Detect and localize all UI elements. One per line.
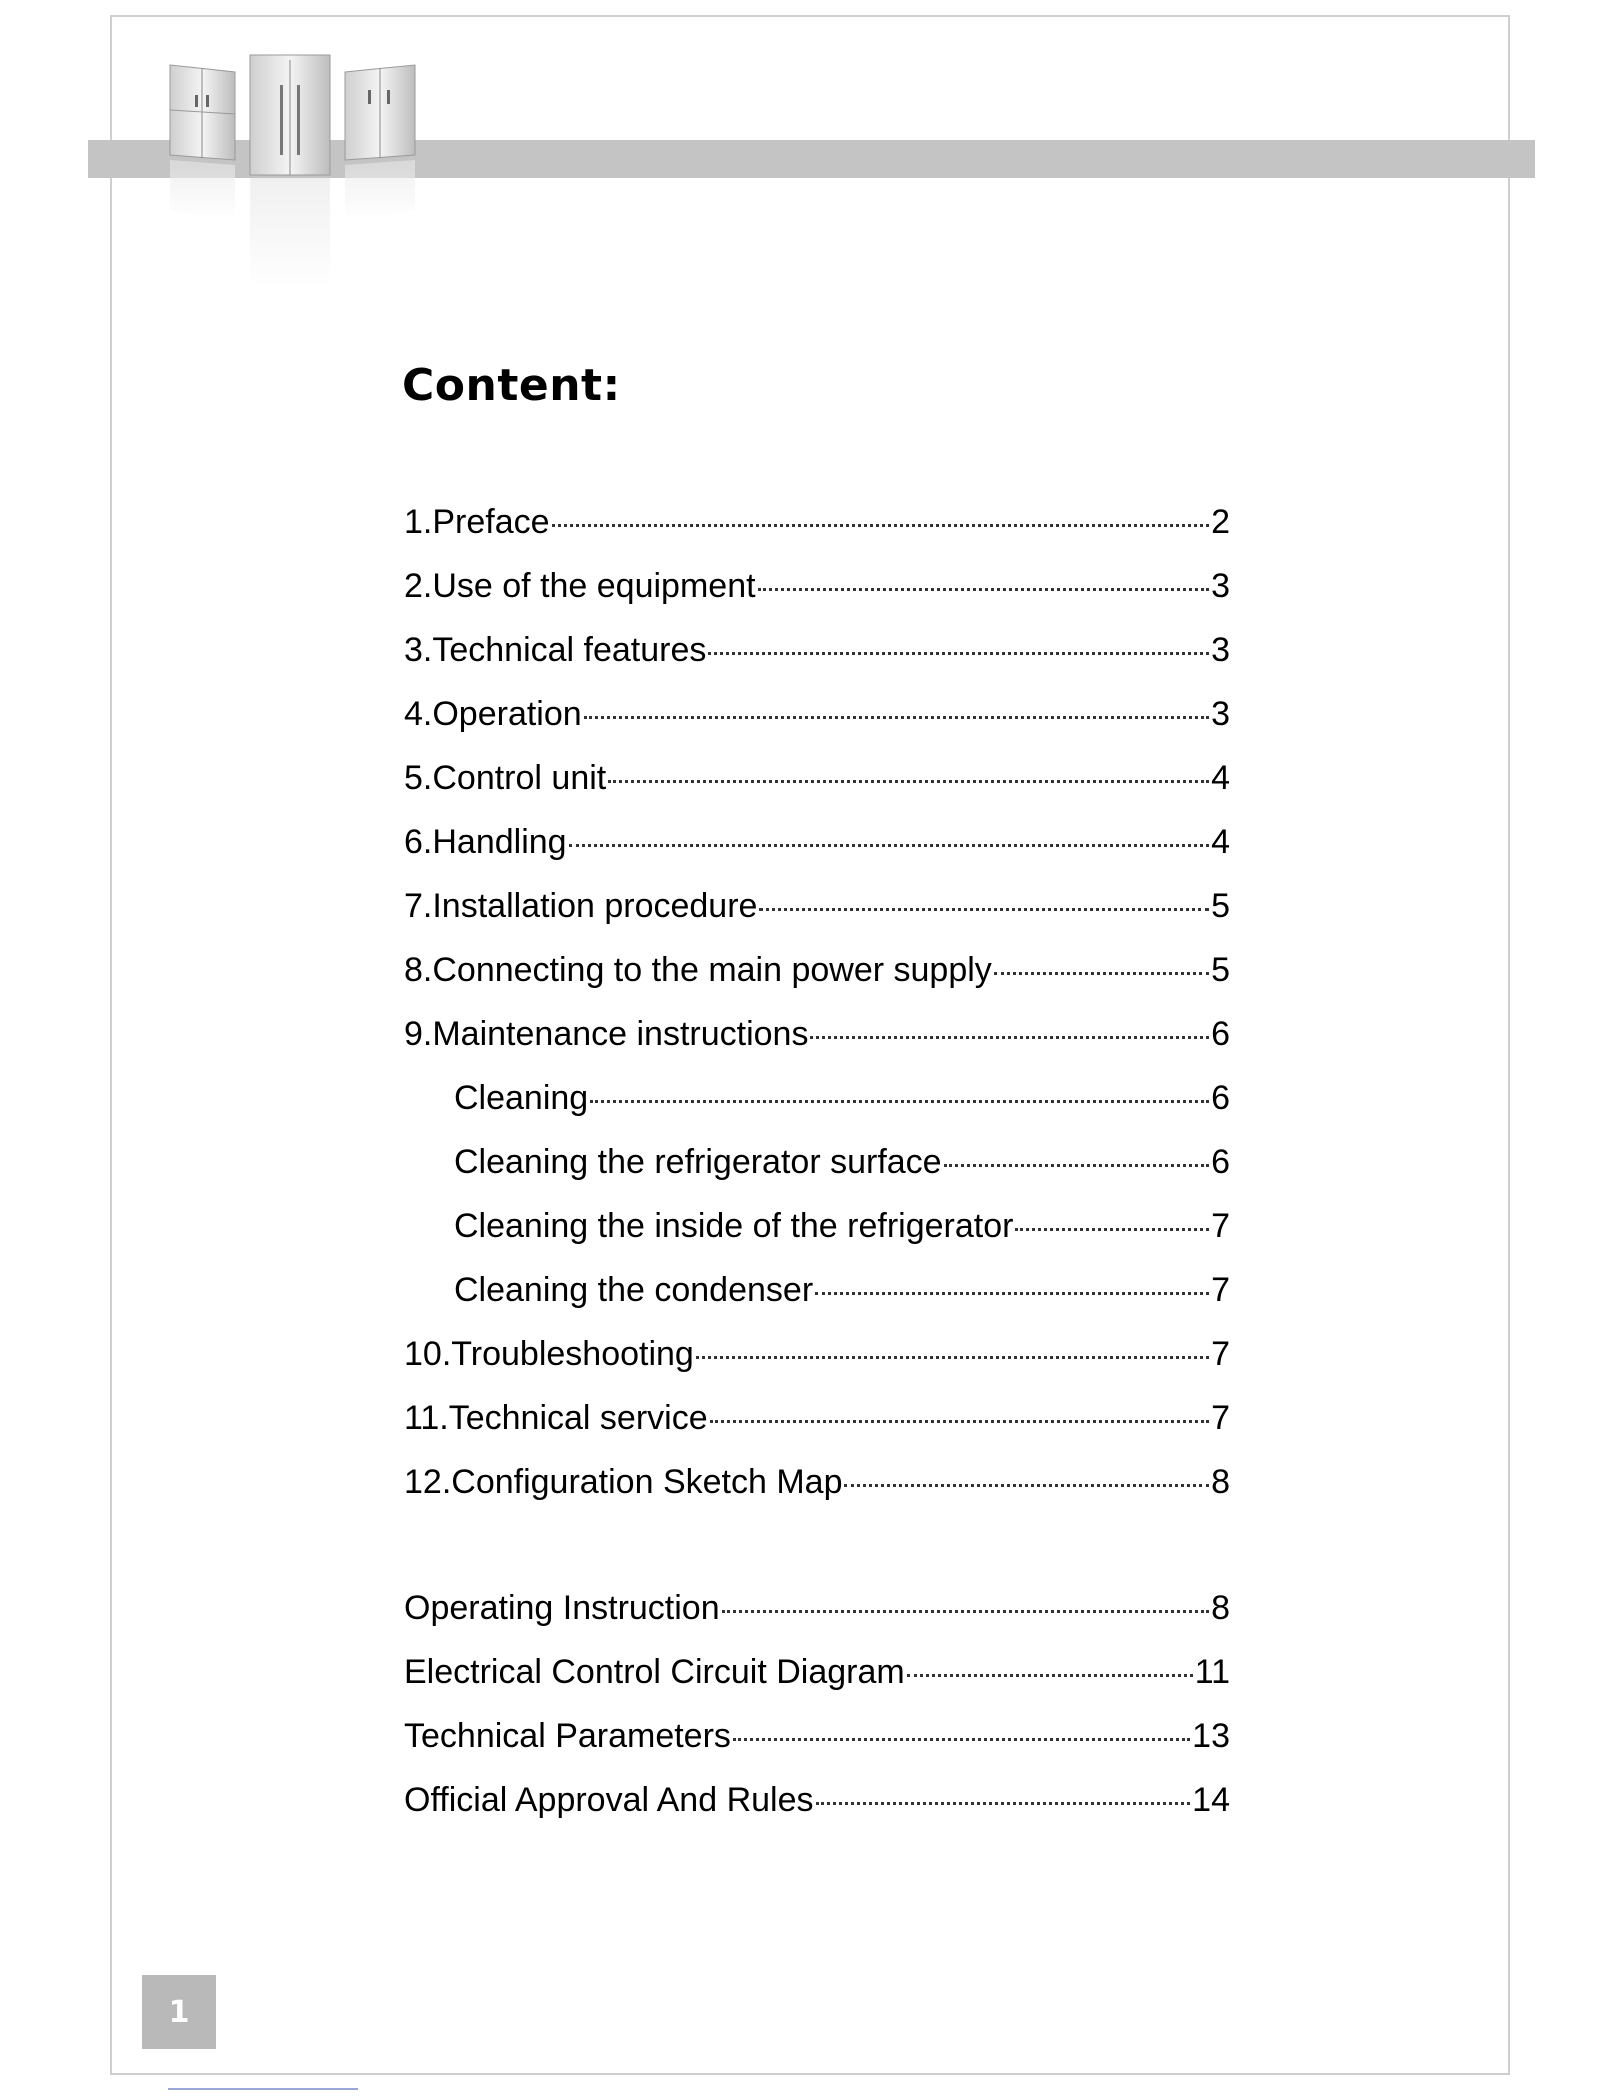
- toc-entry-label: 3.Technical features: [404, 631, 707, 669]
- toc-entry-label: 5.Control unit: [404, 759, 607, 797]
- toc-entry-technical-parameters[interactable]: [404, 1704, 1230, 1768]
- toc-entry-page: 4: [1211, 823, 1230, 861]
- toc-entry-label: 11.Technical service: [404, 1399, 708, 1437]
- toc-entry-label: Operating Instruction: [404, 1589, 720, 1627]
- refrigerator-illustration: [155, 50, 440, 320]
- toc-entry-label: Cleaning the inside of the refrigerator: [454, 1207, 1014, 1245]
- toc-entry-label: 2.Use of the equipment: [404, 567, 756, 605]
- toc-entry-handling[interactable]: [404, 810, 1230, 874]
- toc-dot-leader: [758, 588, 1210, 591]
- toc-entry-label: Official Approval And Rules: [404, 1781, 814, 1819]
- toc-dot-leader: [844, 1484, 1209, 1487]
- toc-entry-page: 6: [1211, 1015, 1230, 1053]
- toc-entry-label: 6.Handling: [404, 823, 567, 861]
- toc-entry-label: Technical Parameters: [404, 1717, 731, 1755]
- toc-entry-page: 8: [1211, 1463, 1230, 1501]
- toc-entry-label: 4.Operation: [404, 695, 582, 733]
- toc-entry-page: 6: [1211, 1143, 1230, 1181]
- toc-dot-leader: [816, 1802, 1191, 1805]
- toc-dot-leader: [944, 1164, 1209, 1167]
- toc-entry-page: 8: [1211, 1589, 1230, 1627]
- toc-entry-label: Cleaning: [454, 1079, 589, 1117]
- toc-dot-leader: [810, 1036, 1209, 1039]
- toc-entry-label: 1.Preface: [404, 503, 550, 541]
- toc-entry-label: 7.Installation procedure: [404, 887, 758, 925]
- toc-entry-label: 9.Maintenance instructions: [404, 1015, 809, 1053]
- toc-dot-leader: [552, 524, 1210, 527]
- toc-dot-leader: [569, 844, 1210, 847]
- toc-entry-label: Cleaning the condenser: [454, 1271, 814, 1309]
- toc-entry-preface[interactable]: [404, 490, 1230, 554]
- toc-entry-page: 7: [1211, 1335, 1230, 1373]
- toc-entry-installation-procedure[interactable]: [404, 874, 1230, 938]
- table-of-contents: [404, 490, 1230, 1832]
- toc-dot-leader: [733, 1738, 1190, 1741]
- toc-entry-technical-service[interactable]: [404, 1386, 1230, 1450]
- toc-entry-label: 8.Connecting to the main power supply: [404, 951, 992, 989]
- toc-entry-page: 3: [1211, 631, 1230, 669]
- toc-entry-power-supply[interactable]: [404, 938, 1230, 1002]
- toc-dot-leader: [608, 780, 1209, 783]
- toc-entry-technical-features[interactable]: [404, 618, 1230, 682]
- toc-dot-leader: [994, 972, 1209, 975]
- toc-dot-leader: [722, 1610, 1209, 1613]
- toc-dot-leader: [708, 652, 1209, 655]
- toc-entry-page: 4: [1211, 759, 1230, 797]
- toc-entry-circuit-diagram[interactable]: [404, 1640, 1230, 1704]
- toc-entry-page: 11: [1194, 1653, 1230, 1691]
- toc-entry-page: 3: [1211, 567, 1230, 605]
- toc-entry-page: 7: [1211, 1207, 1230, 1245]
- toc-entry-page: 14: [1192, 1781, 1230, 1819]
- toc-subentry-cleaning[interactable]: [404, 1066, 1230, 1130]
- toc-dot-leader: [759, 908, 1209, 911]
- toc-entry-control-unit[interactable]: [404, 746, 1230, 810]
- toc-entry-troubleshooting[interactable]: [404, 1322, 1230, 1386]
- toc-entry-page: 5: [1211, 887, 1230, 925]
- footer-rule: [168, 2088, 358, 2090]
- toc-entry-page: 7: [1211, 1271, 1230, 1309]
- toc-dot-leader: [696, 1356, 1209, 1359]
- toc-entry-maintenance[interactable]: [404, 1002, 1230, 1066]
- toc-entry-official-approval[interactable]: [404, 1768, 1230, 1832]
- toc-entry-page: 3: [1211, 695, 1230, 733]
- toc-entry-page: 6: [1211, 1079, 1230, 1117]
- page-number-badge: 1: [142, 1975, 216, 2049]
- toc-dot-leader: [710, 1420, 1209, 1423]
- toc-entry-operation[interactable]: [404, 682, 1230, 746]
- toc-entry-page: 2: [1211, 503, 1230, 541]
- toc-dot-leader: [815, 1292, 1209, 1295]
- toc-subentry-cleaning-surface[interactable]: [404, 1130, 1230, 1194]
- page-title: Content:: [402, 360, 621, 411]
- toc-dot-leader: [584, 716, 1209, 719]
- toc-entry-page: 5: [1211, 951, 1230, 989]
- toc-entry-label: 12.Configuration Sketch Map: [404, 1463, 843, 1501]
- toc-entry-page: 13: [1192, 1717, 1230, 1755]
- toc-entry-label: Cleaning the refrigerator surface: [454, 1143, 942, 1181]
- toc-entry-label: 10.Troubleshooting: [404, 1335, 694, 1373]
- toc-entry-operating-instruction[interactable]: [404, 1576, 1230, 1640]
- toc-section-gap: [404, 1514, 1230, 1576]
- toc-dot-leader: [907, 1674, 1193, 1677]
- toc-subentry-cleaning-inside[interactable]: [404, 1194, 1230, 1258]
- toc-dot-leader: [1015, 1228, 1209, 1231]
- toc-entry-page: 7: [1211, 1399, 1230, 1437]
- toc-entry-use-of-equipment[interactable]: [404, 554, 1230, 618]
- toc-subentry-cleaning-condenser[interactable]: [404, 1258, 1230, 1322]
- toc-entry-configuration-sketch-map[interactable]: [404, 1450, 1230, 1514]
- toc-dot-leader: [590, 1100, 1209, 1103]
- toc-entry-label: Electrical Control Circuit Diagram: [404, 1653, 905, 1691]
